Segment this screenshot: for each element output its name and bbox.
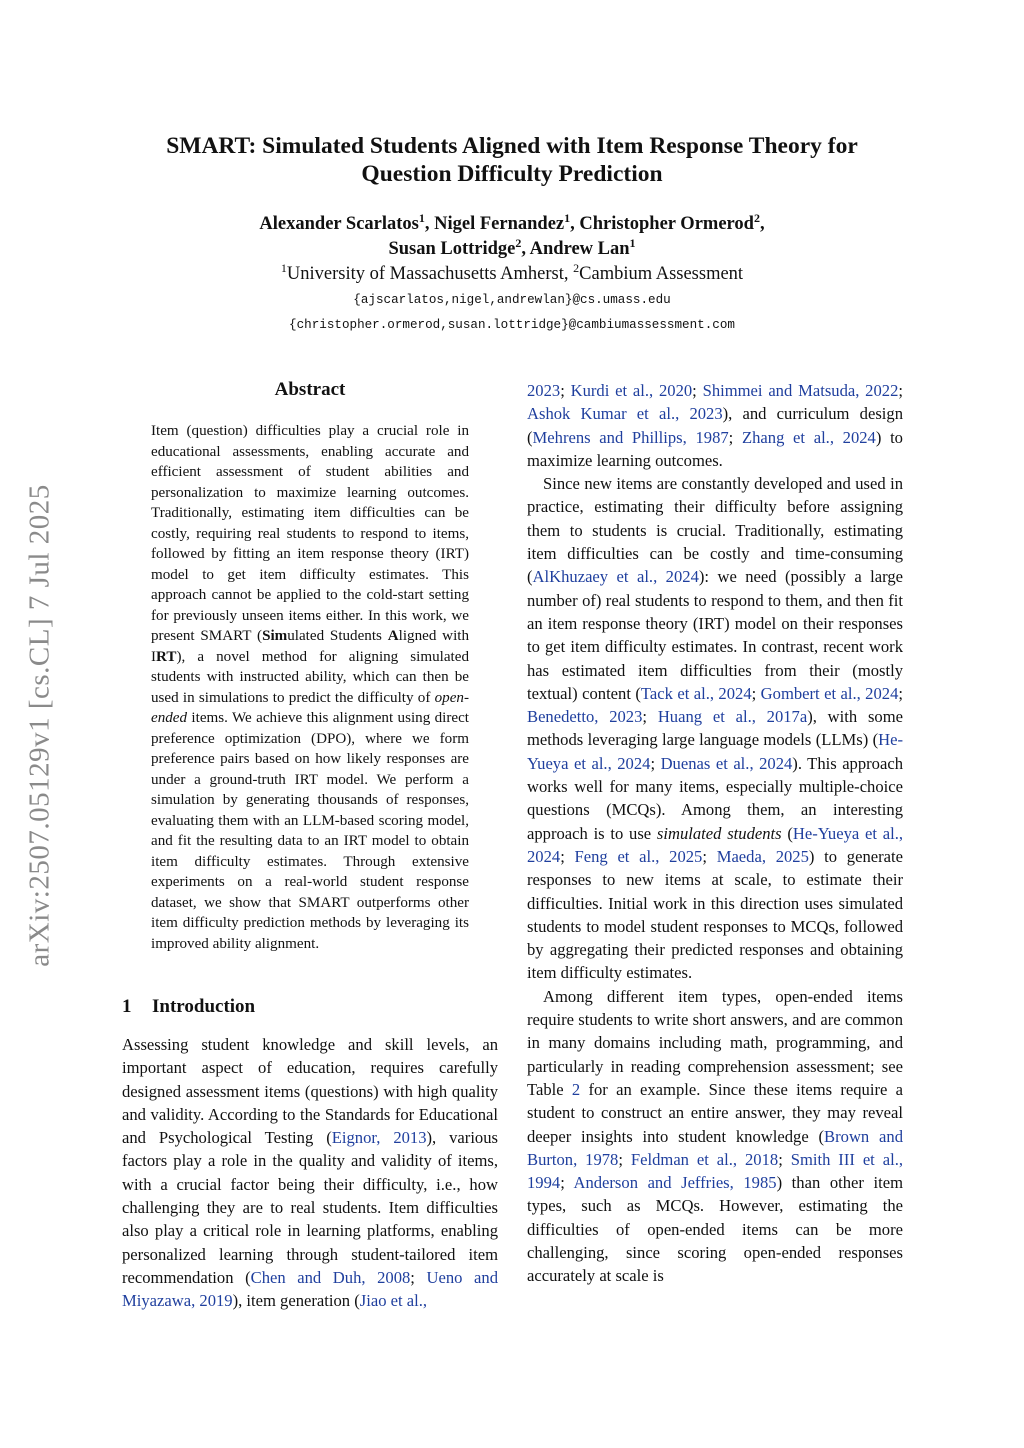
- citation-link[interactable]: Anderson and Jeffries, 1985: [573, 1173, 777, 1193]
- section-number: 1: [122, 996, 132, 1017]
- paragraph: [527, 472, 903, 985]
- abstract-text: ligned with I: [151, 628, 470, 665]
- separator: ;: [898, 683, 903, 703]
- separator: ;: [702, 846, 717, 866]
- abstract-text: ), a novel method for aligning simulated students with instructed ability, which can then be used in simulations to predict the difficulty of: [151, 648, 469, 706]
- author-name: Nigel Fernandez: [434, 214, 565, 234]
- citation-link[interactable]: Ueno and Miyazawa, 2019: [122, 1267, 498, 1311]
- separator: ;: [728, 427, 742, 447]
- abstract-text: ulated Students: [287, 628, 388, 644]
- author-name: Susan Lottridge: [388, 239, 516, 259]
- citation-link[interactable]: Jiao et al.,: [359, 1291, 428, 1311]
- paper-title: [100, 132, 924, 188]
- citation-link[interactable]: Mehrens and Phillips, 1987: [532, 427, 729, 447]
- right-column: [527, 379, 903, 1288]
- affiliation-1: University of Massachusetts Amherst,: [286, 264, 574, 284]
- abstract-bold: RT: [156, 648, 177, 665]
- separator: ;: [410, 1267, 427, 1287]
- citation-link[interactable]: He-Yueya et al., 2024: [527, 730, 903, 773]
- separator: ;: [560, 381, 571, 400]
- body-text: Since new items are constantly developed and used in practice, estimating their difficulty before assigning them to students is crucial. Traditionally, estimating item difficulties can be costly and time-consuming (: [527, 474, 903, 587]
- citation-link[interactable]: 2023: [527, 381, 561, 400]
- abstract-emphasis: open-ended: [151, 689, 469, 726]
- introduction-paragraph: [122, 1033, 498, 1313]
- separator: ;: [642, 707, 658, 727]
- arxiv-identifier: arXiv:2507.05129v1 [cs.CL] 7 Jul 2025: [23, 483, 56, 967]
- arxiv-sidebar: [10, 440, 70, 1010]
- citation-link[interactable]: Duenas et al., 2024: [660, 753, 793, 773]
- body-text: ) to maximize learning outcomes.: [527, 427, 903, 470]
- author-affiliation-mark: 2: [515, 235, 522, 250]
- section-heading-introduction: [122, 995, 255, 1019]
- section-title: Introduction: [152, 996, 256, 1017]
- citation-link[interactable]: Shimmei and Matsuda, 2022: [702, 381, 899, 400]
- title-line-2: Question Difficulty Prediction: [361, 161, 663, 187]
- citation-link[interactable]: He-Yueya et al., 2024: [527, 823, 903, 866]
- citation-link[interactable]: Zhang et al., 2024: [741, 427, 876, 447]
- separator: ;: [560, 1173, 574, 1193]
- body-text: Assessing student knowledge and skill levels, an important aspect of education, requires carefully designed assessment items (questions) with high quality and validity. According to the Standards for Educational and Psychological Testing (: [122, 1035, 498, 1148]
- body-text: ) than other item types, such as MCQs. However, estimating the difficulties of open-ended items can be more challenging, since scoring open-ended responses accurately at scale is: [527, 1173, 903, 1286]
- separator: ;: [692, 381, 703, 400]
- author-line-1: Alexander Scarlatos$^1$, Nigel Fernandez$^1$, Christopher Ormerod$^2$,: [259, 210, 765, 234]
- abstract-text: Item (question) difficulties play a crucial role in educational assessments, enabling accurate and efficient assessment of student abilities and personalization to maximize learning outcomes. Traditionally, estimating item difficulties can be costly, requiring real students to respond to items, followed by fitting an item response theory (IRT) model to get item difficulty estimates. This approach cannot be applied to the cold-start setting for previously unseen items either. In this work, we present SMART (: [151, 423, 469, 644]
- separator: ;: [650, 753, 661, 773]
- citation-link[interactable]: Kurdi et al., 2020: [570, 381, 693, 400]
- body-text: ), and curriculum design (: [527, 404, 903, 447]
- abstract-text: items. We achieve this alignment using direct preference optimization (DPO), where we form preference pairs based on how likely responses are under a ground-truth IRT model. We perform a simulation by generating thousands of responses, evaluating them with an LLM-based scoring model, and fit the resulting data to an IRT model to obtain item difficulty estimates. Through extensive experiments on a real-world student response dataset, we show that SMART outperforms other item difficulty prediction methods by leveraging its improved ability alignment.: [151, 710, 469, 952]
- author-list: [100, 212, 924, 262]
- separator: ;: [898, 381, 903, 400]
- body-text: Among different item types, open-ended items require students to write short answers, and are common in many domains including math, programming, and particularly in reading comprehension assessment; see Table: [527, 986, 903, 1099]
- citation-link[interactable]: Eignor, 2013: [331, 1128, 427, 1148]
- affiliation-2: Cambium Assessment: [579, 264, 744, 284]
- citation-link[interactable]: Feldman et al., 2018: [630, 1149, 779, 1169]
- body-text: ) to generate responses to new items at scale, to estimate their difficulties. Initial work in this direction uses simulated students to model student responses to MCQs, followed by aggregating their predicted responses and obtaining item difficulty estimates.: [527, 846, 903, 983]
- abstract-heading: Abstract: [274, 379, 346, 400]
- author-affiliation-mark: 2: [753, 210, 760, 225]
- emphasis-text: simulated students: [656, 823, 782, 843]
- body-text: ), various factors play a role in the quality and validity of items, with a crucial factor being their difficulty, i.e., how challenging they are to real students. Item difficulties also play a critical role in learning platforms, enabling personalized learning through student-tailored item recommendation (: [122, 1128, 498, 1287]
- paragraph: [527, 985, 903, 1288]
- citation-link[interactable]: Ashok Kumar et al., 2023: [527, 404, 723, 424]
- email-line-1[interactable]: {ajscarlatos,nigel,andrewlan}@cs.umass.edu: [353, 293, 671, 307]
- author-line-2: Susan Lottridge$^2$, Andrew Lan$^1$: [388, 235, 636, 259]
- title-line-1: SMART: Simulated Students Aligned with Item Response Theory for: [166, 133, 858, 159]
- citation-link[interactable]: Brown and Burton, 1978: [527, 1126, 903, 1169]
- affiliations: [100, 262, 924, 286]
- author-affiliation-mark: 1: [418, 210, 425, 225]
- citation-link[interactable]: Benedetto, 2023: [527, 707, 643, 727]
- body-text: ), with some methods leveraging large language models (LLMs) (: [527, 707, 903, 750]
- affiliation-mark: 1: [280, 260, 287, 275]
- body-text: ): we need (possibly a large number of) real students to respond to them, and then fit an item response theory (IRT) model on their responses to get item difficulty estimates. In contrast, recent work has estimated item difficulties from their (mostly textual) content (: [527, 567, 903, 703]
- body-text: ), item generation (: [232, 1291, 360, 1311]
- paragraph: [527, 379, 903, 472]
- citation-link[interactable]: AlKhuzaey et al., 2024: [532, 567, 699, 587]
- body-text: ). This approach works well for many items, especially multiple-choice questions (MCQs). Among them, an interesting approach is to use: [527, 753, 903, 843]
- table-reference-link[interactable]: 2: [571, 1079, 581, 1099]
- citation-link[interactable]: Tack et al., 2024: [640, 683, 752, 703]
- author-affiliation-mark: 1: [564, 210, 571, 225]
- citation-link[interactable]: Huang et al., 2017a: [657, 707, 808, 727]
- citation-link[interactable]: Gombert et al., 2024: [760, 683, 899, 703]
- citation-link[interactable]: Chen and Duh, 2008: [250, 1267, 411, 1287]
- separator: ;: [560, 846, 575, 866]
- separator: ;: [618, 1149, 631, 1169]
- author-name: Alexander Scarlatos: [259, 214, 419, 234]
- author-affiliation-mark: 1: [629, 235, 636, 250]
- body-text: for an example. Since these items require a student to construct an entire answer, they may reveal deeper insights into student knowledge (: [527, 1079, 903, 1146]
- separator: ;: [778, 1149, 791, 1169]
- author-name: Christopher Ormerod: [579, 214, 754, 234]
- abstract-bold: Sim: [262, 628, 288, 644]
- citation-link[interactable]: Maeda, 2025: [716, 846, 809, 866]
- citation-link[interactable]: Feng et al., 2025: [574, 846, 703, 866]
- affiliation-mark: 2: [573, 260, 580, 275]
- abstract-bold: A: [387, 628, 399, 644]
- author-name: Andrew Lan: [529, 239, 630, 259]
- separator: ;: [751, 683, 761, 703]
- email-line-2[interactable]: {christopher.ormerod,susan.lottridge}@cambiumassessment.com: [289, 318, 735, 332]
- body-text: (: [781, 823, 793, 843]
- abstract-body: [151, 421, 469, 954]
- citation-link[interactable]: Smith III et al., 1994: [527, 1149, 903, 1193]
